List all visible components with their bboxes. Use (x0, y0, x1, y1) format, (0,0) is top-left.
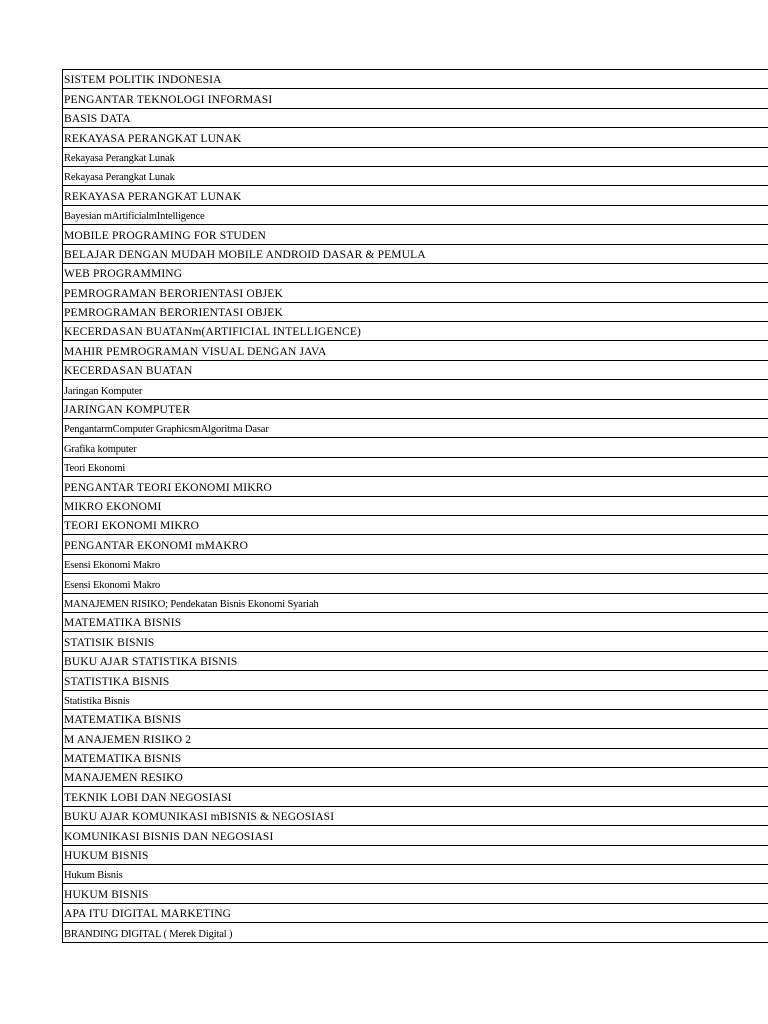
book-title-cell: BUKU AJAR STATISTIKA BISNIS (63, 651, 768, 670)
table-row (63, 671, 768, 690)
table-row (63, 399, 768, 418)
book-title-cell: STATISTIKA BISNIS (63, 671, 768, 690)
book-title-cell: BUKU AJAR KOMUNIKASI mBISNIS & NEGOSIASI (63, 806, 768, 825)
table-row (63, 729, 768, 748)
book-title-rows (63, 70, 768, 943)
book-title-cell: REKAYASA PERANGKAT LUNAK (63, 128, 768, 147)
book-title-cell: Rekayasa Perangkat Lunak (63, 166, 768, 185)
book-title-cell: M ANAJEMEN RISIKO 2 (63, 729, 768, 748)
table-row (63, 554, 768, 573)
table-row (63, 225, 768, 244)
book-title-cell: BASIS DATA (63, 108, 768, 127)
table-row (63, 612, 768, 631)
book-title-cell: Esensi Ekonomi Makro (63, 554, 768, 573)
book-title-cell: MIKRO EKONOMI (63, 496, 768, 515)
book-title-cell: BELAJAR DENGAN MUDAH MOBILE ANDROID DASAR & PEMULA (63, 244, 768, 263)
table-row (63, 244, 768, 263)
book-title-cell: Bayesian mArtificialmIntelligence (63, 205, 768, 224)
book-title-cell: KECERDASAN BUATAN (63, 360, 768, 379)
book-title-cell: TEORI EKONOMI MIKRO (63, 515, 768, 534)
table-row (63, 593, 768, 612)
book-title-cell: Teori Ekonomi (63, 457, 768, 476)
table-row (63, 709, 768, 728)
book-title-cell: Jaringan Komputer (63, 380, 768, 399)
table-row (63, 651, 768, 670)
book-title-cell: Esensi Ekonomi Makro (63, 574, 768, 593)
book-title-cell: MANAJEMEN RESIKO (63, 768, 768, 787)
table-row (63, 283, 768, 302)
table-row (63, 70, 768, 89)
table-row (63, 826, 768, 845)
table-row (63, 89, 768, 108)
book-title-cell: STATISIK BISNIS (63, 632, 768, 651)
table-row (63, 923, 768, 942)
table-row (63, 263, 768, 282)
book-title-cell: HUKUM BISNIS (63, 845, 768, 864)
table-row (63, 845, 768, 864)
table-row (63, 128, 768, 147)
book-title-cell: MANAJEMEN RISIKO; Pendekatan Bisnis Ekonomi Syariah (63, 593, 768, 612)
book-title-cell: MATEMATIKA BISNIS (63, 748, 768, 767)
table-row (63, 535, 768, 554)
table-row (63, 438, 768, 457)
book-title-cell: MATEMATIKA BISNIS (63, 709, 768, 728)
book-title-cell: HUKUM BISNIS (63, 884, 768, 903)
book-title-cell: PENGANTAR TEORI EKONOMI MIKRO (63, 477, 768, 496)
book-title-cell: TEKNIK LOBI DAN NEGOSIASI (63, 787, 768, 806)
book-title-cell: APA ITU DIGITAL MARKETING (63, 903, 768, 922)
table-row (63, 341, 768, 360)
table-row (63, 574, 768, 593)
table-row (63, 205, 768, 224)
table-row (63, 302, 768, 321)
book-title-cell: Hukum Bisnis (63, 865, 768, 884)
table-row (63, 515, 768, 534)
book-title-cell: JARINGAN KOMPUTER (63, 399, 768, 418)
book-title-cell: SISTEM POLITIK INDONESIA (63, 70, 768, 89)
table-row (63, 419, 768, 438)
table-row (63, 903, 768, 922)
table-row (63, 806, 768, 825)
table-row (63, 690, 768, 709)
book-title-cell: WEB PROGRAMMING (63, 263, 768, 282)
book-title-cell: Statistika Bisnis (63, 690, 768, 709)
table-row (63, 360, 768, 379)
table-row (63, 108, 768, 127)
table-row (63, 865, 768, 884)
book-title-cell: KECERDASAN BUATANm(ARTIFICIAL INTELLIGENCE) (63, 322, 768, 341)
table-row (63, 147, 768, 166)
book-title-cell: REKAYASA PERANGKAT LUNAK (63, 186, 768, 205)
table-row (63, 477, 768, 496)
table-row (63, 186, 768, 205)
table-row (63, 457, 768, 476)
table-row (63, 380, 768, 399)
table-row (63, 787, 768, 806)
table-row (63, 166, 768, 185)
book-title-cell: MATEMATIKA BISNIS (63, 612, 768, 631)
book-title-table (62, 69, 768, 943)
table-row (63, 748, 768, 767)
book-title-cell: Rekayasa Perangkat Lunak (63, 147, 768, 166)
book-title-cell: MAHIR PEMROGRAMAN VISUAL DENGAN JAVA (63, 341, 768, 360)
table-row (63, 632, 768, 651)
table-row (63, 884, 768, 903)
table-row (63, 322, 768, 341)
book-title-cell: PEMROGRAMAN BERORIENTASI OBJEK (63, 283, 768, 302)
book-title-cell: BRANDING DIGITAL ( Merek Digital ) (63, 923, 768, 942)
table-row (63, 768, 768, 787)
book-title-cell: KOMUNIKASI BISNIS DAN NEGOSIASI (63, 826, 768, 845)
book-title-cell: PENGANTAR TEKNOLOGI INFORMASI (63, 89, 768, 108)
table-row (63, 496, 768, 515)
book-title-cell: PENGANTAR EKONOMI mMAKRO (63, 535, 768, 554)
book-title-cell: PEMROGRAMAN BERORIENTASI OBJEK (63, 302, 768, 321)
book-title-cell: PengantarmComputer GraphicsmAlgoritma Dasar (63, 419, 768, 438)
book-title-cell: MOBILE PROGRAMING FOR STUDEN (63, 225, 768, 244)
book-title-cell: Grafika komputer (63, 438, 768, 457)
